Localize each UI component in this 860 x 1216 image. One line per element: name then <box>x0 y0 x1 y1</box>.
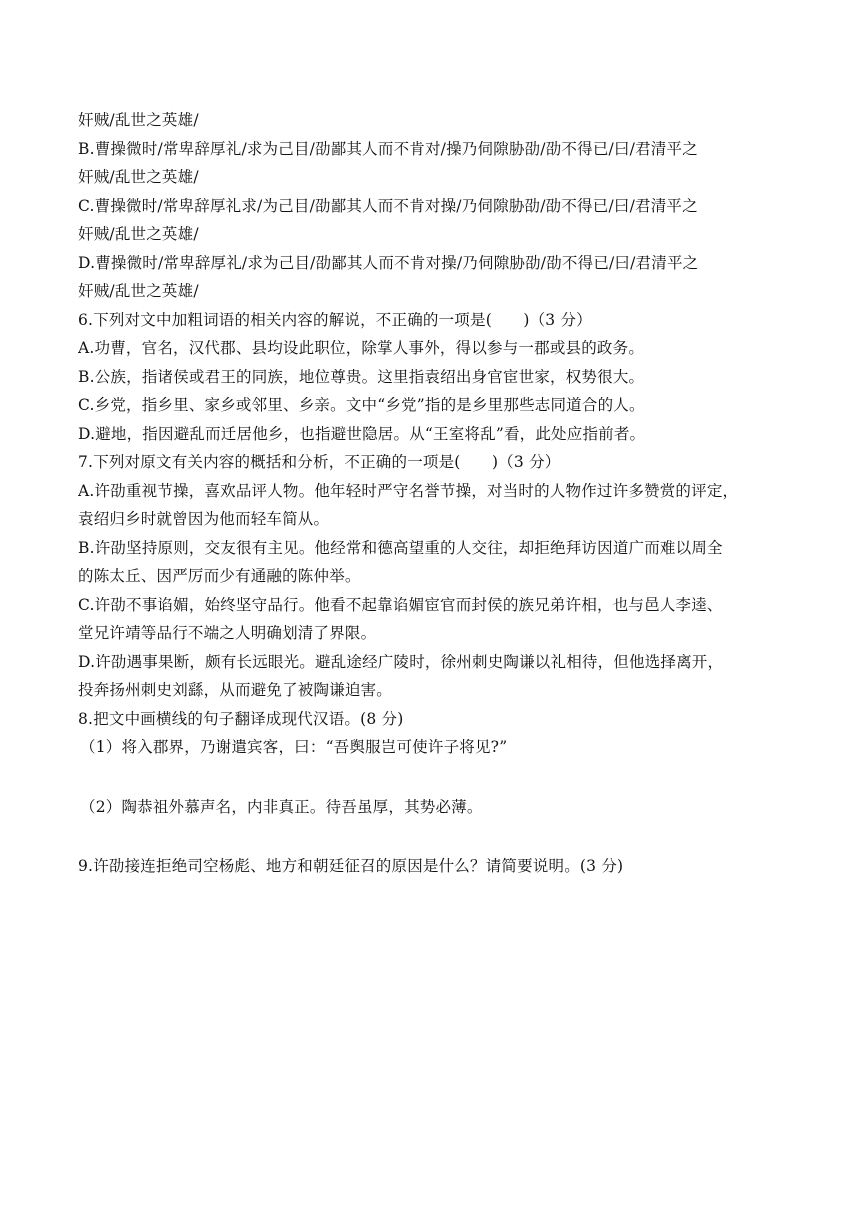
q7-option-a-line2: 袁绍归乡时就曾因为他而轻车简从。 <box>78 510 330 528</box>
q7-option-b-line2: 的陈太丘、因严厉而少有通融的陈仲举。 <box>78 567 361 585</box>
q6-option-c: C.乡党，指乡里、家乡或邻里、乡亲。文中“乡党”指的是乡里那些志同道合的人。 <box>78 396 645 414</box>
q7-option-c-line2: 堂兄许靖等品行不端之人明确划清了界限。 <box>78 624 377 642</box>
q8-sentence-1: （1）将入郡界，乃谢遣宾客，曰：“吾舆服岂可使许子将见?” <box>80 738 508 756</box>
q5-option-a-tail: 奸贼/乱世之英雄/ <box>78 111 199 129</box>
exam-content <box>78 106 784 881</box>
q5-option-d-line2: 奸贼/乱世之英雄/ <box>78 282 199 300</box>
q7-option-b-line1: B.许劭坚持原则，交友很有主见。他经常和德高望重的人交往，却拒绝拜访因道广而难以周全 <box>78 538 723 557</box>
q7-option-d-line2: 投奔扬州刺史刘繇，从而避免了被陶谦迫害。 <box>78 681 393 699</box>
q7-option-a-line1: A.许劭重视节操，喜欢品评人物。他年轻时严守名誉节操，对当时的人物作过许多赞赏的评定， <box>78 481 739 500</box>
q6-option-d: D.避地，指因避乱而迁居他乡，也指避世隐居。从“王室将乱”看，此处应指前者。 <box>78 424 646 443</box>
q7-option-d-line1: D.许劭遇事果断，颇有长远眼光。避乱途经广陵时，徐州刺史陶谦以礼相待，但他选择离开， <box>78 652 724 671</box>
q7-option-c-line1: C.许劭不事谄媚，始终坚守品行。他看不起靠谄媚宦官而封侯的族兄弟许相，也与邑人李逵、 <box>78 595 723 614</box>
q6-option-b: B.公族，指诸侯或君王的同族，地位尊贵。这里指袁绍出身官宦世家，权势很大。 <box>78 367 645 386</box>
q8-stem: 8.把文中画横线的句子翻译成现代汉语。(8 分) <box>78 709 404 728</box>
q5-option-c-line1: C.曹操微时/常卑辞厚礼求/为己目/劭鄙其人而不肯对操/乃伺隙胁劭/劭不得已/曰/君清平之 <box>78 196 698 215</box>
q5-option-d-line1: D.曹操微时/常卑辞厚礼/求为己目/劭鄙其人而不肯对操/乃伺隙胁劭/劭不得已/曰/君清平之 <box>78 253 699 272</box>
q5-option-b-line1: B.曹操微时/常卑辞厚礼/求为己目/劭鄙其人而不肯对/操乃伺隙胁劭/劭不得已/曰/君清平之 <box>78 139 698 158</box>
q9-stem: 9.许劭接连拒绝司空杨彪、地方和朝廷征召的原因是什么？请简要说明。(3 分) <box>78 857 624 875</box>
q8-sentence-2: （2）陶恭祖外慕声名，内非真正。待吾虽厚，其势必薄。 <box>80 797 483 816</box>
q5-option-c-line2: 奸贼/乱世之英雄/ <box>78 225 199 243</box>
q7-stem: 7.下列对原文有关内容的概括和分析，不正确的一项是( )（3 分） <box>78 453 561 471</box>
q5-option-b-line2: 奸贼/乱世之英雄/ <box>78 168 199 186</box>
q6-stem: 6.下列对文中加粗词语的相关内容的解说，不正确的一项是( )（3 分） <box>78 310 592 329</box>
q6-option-a: A.功曹，官名，汉代郡、县均设此职位，除掌人事外，得以参与一郡或县的政务。 <box>78 339 645 357</box>
